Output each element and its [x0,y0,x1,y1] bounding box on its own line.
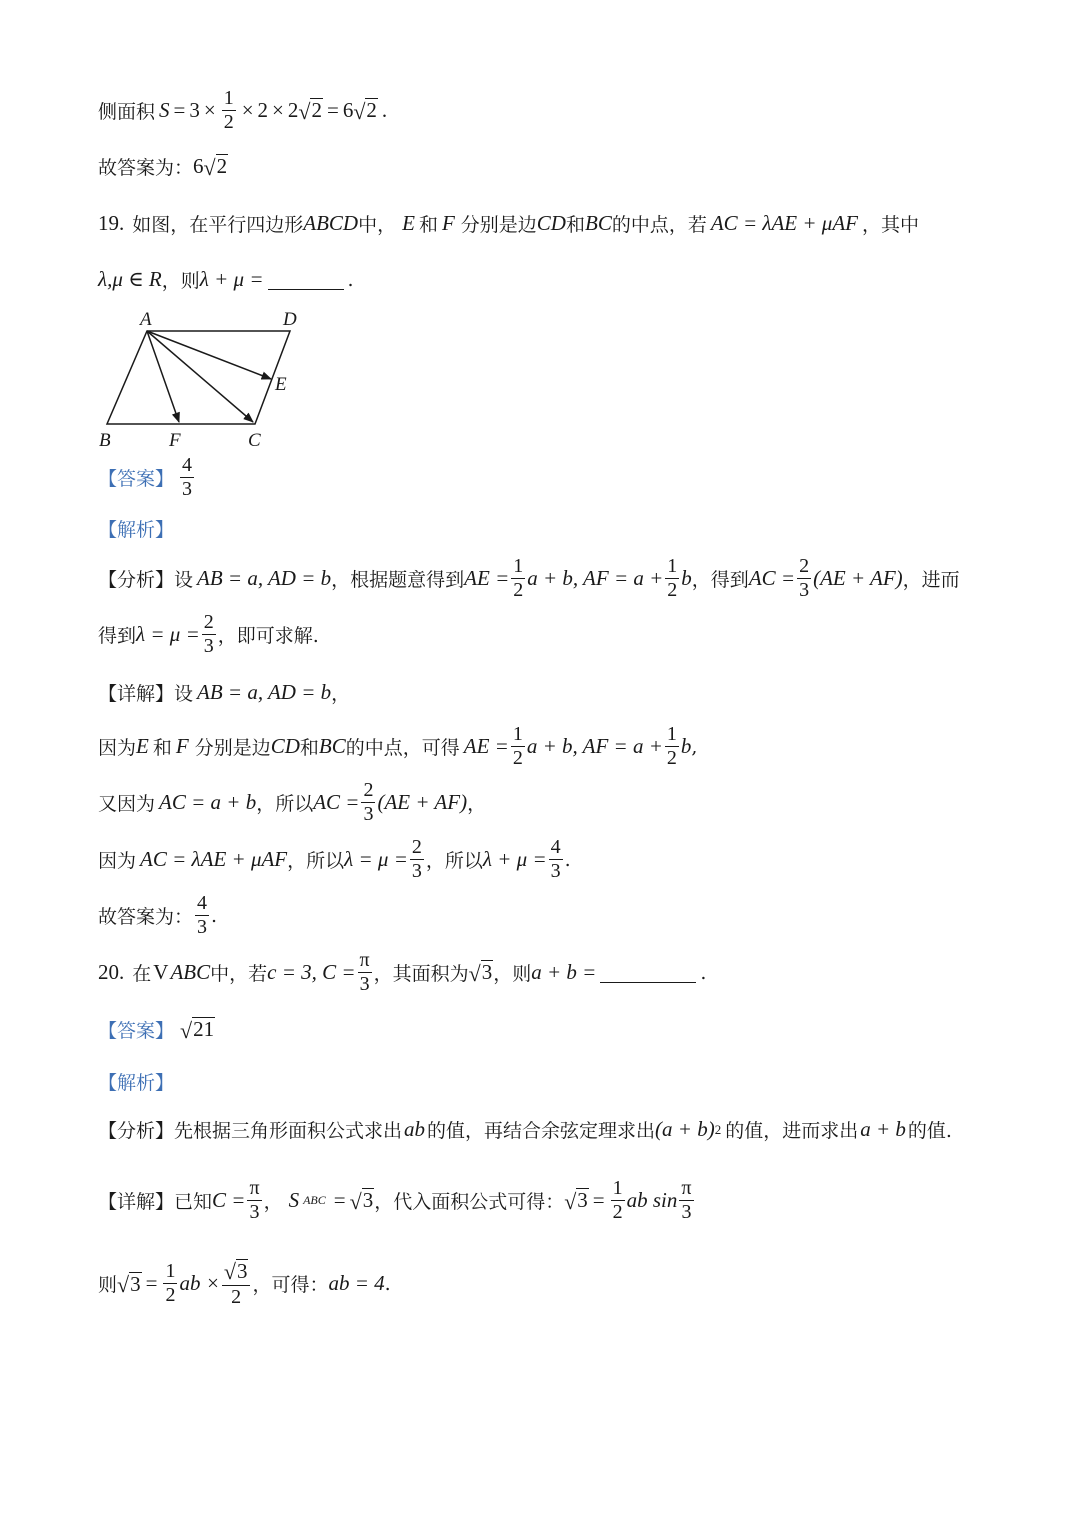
fraction: √ 3 2 [222,1259,251,1308]
fraction: $\frac{2}{3}$ [799,555,810,601]
label-a: A [140,309,152,330]
label-c: C [248,430,261,451]
square-root: √ 2 [298,98,322,124]
parallelogram-abcd [107,331,290,424]
q19-analysis-tag-line [98,515,174,542]
fraction: $\frac{1}{2}$ [667,555,678,601]
fraction: $\frac{1}{2}$ [612,1177,623,1223]
square-root: √ 3 [564,1188,588,1214]
fraction: $\frac{1}{2}$ [513,555,524,601]
label-b: B [99,430,111,451]
lateral-area-line: 侧面积 S = 3 × $\frac{1}{2}$ × 2 × 2 √ 2 = 6 √ 2 . [98,87,388,133]
answer-tag: 【答案】 [98,468,175,490]
square-root: √ 3 [349,1188,374,1214]
q19-stem-line2: λ,μ ∈ R ，则 λ + μ = . [98,267,354,292]
q19-xiangjie-line3: 又因为 AC = a + b ，所以 AC = $\frac{2}{3}$ (AE + AF) ， [98,779,487,825]
q20-xiangjie-line2: 则 √ 3 = $\frac{1}{2}$ ab × √ 3 2 ，可得： ab = 4 . [98,1259,391,1309]
fraction: $\frac{4}{3}$ [182,454,193,500]
label-d: D [283,309,297,330]
answer-blank [268,269,344,290]
analysis-tag: 【解析】 [98,519,175,541]
square-root: √ 2 [353,98,377,124]
q20-fenxi-line: 【分析】 先根据三角形面积公式求出 ab 的值，再结合余弦定理求出 (a + b) 2 的值，进而求出 a + b 的值. [98,1117,952,1142]
fraction: $\frac{2}{3}$ [203,611,214,657]
fraction: $\frac{2}{3}$ [411,836,422,882]
fraction: $\frac{\pi}{3}$ [681,1177,692,1223]
square-root: √ 3 [117,1271,141,1297]
q19-xiangjie-line2: 因为 E 和 F 分别是边 CD 和 BC 的中点，可得 AE = $\frac{1}{2}$ a + b, AF = a + $\frac{1}{2}$ b , [98,723,698,769]
q19-answer-line [98,455,196,500]
q20-analysis-tag-line [98,1068,174,1095]
label-f: F [169,430,181,451]
square-root: √ 3 [468,960,493,986]
fraction: $\frac{1}{2}$ [165,1260,176,1307]
parallelogram-figure [95,305,335,455]
q19-xiangjie-line4: 因为 AC = λAE + μAF ，所以 λ = μ = $\frac{2}{3}$ ，所以 λ + μ = $\frac{4}{3}$ . [98,836,571,882]
fraction: $\frac{\pi}{3}$ [359,949,370,995]
q19-fenxi-line2: 得到 λ = μ = $\frac{2}{3}$ ，即可求解. [98,611,319,657]
q20-stem-line: 20. 在 V ABC 中，若 c = 3, C = $\frac{\pi}{3}$ ，其面积为 √ 3 ，则 a + b = . [98,949,707,995]
q19-final-answer-line: 故答案为： $\frac{4}{3}$ . [98,892,218,938]
fraction: $\frac{4}{3}$ [197,892,208,938]
fraction: $\frac{1}{2}$ [512,723,523,769]
answer-tag: 【答案】 [98,1020,175,1042]
q19-xiangjie-line1: 【详解】 设 AB = a, AD = b ， [98,680,351,705]
analysis-tag: 【解析】 [98,1072,175,1094]
fraction: $\frac{2}{3}$ [363,779,374,825]
square-root: √ 3 [223,1259,248,1285]
q20-xiangjie-line1: 【详解】 已知 C = $\frac{\pi}{3}$ ， S ABC = √ 3 ，代入面积公式可得： √ 3 = $\frac{1}{2}$ ab sin $\frac{\pi}{3}$ [98,1177,692,1223]
fraction: $\frac{1}{2}$ [666,723,677,769]
label-e: E [275,374,287,395]
q20-answer-line [98,1016,215,1043]
fraction: $\frac{1}{2}$ [223,87,234,133]
square-root: √ 2 [203,154,228,180]
fraction: $\frac{4}{3}$ [550,836,561,882]
vector-ae [147,331,271,379]
prev-answer-line: 故答案为： 6 √ 2 [98,154,228,180]
q19-stem-line1: 19. 如图，在平行四边形 ABCD 中， E 和 F 分别是边 CD 和 BC 的中点，若 AC = λAE + μAF ，其中 [98,211,919,236]
answer-blank [600,962,696,983]
q19-fenxi-line1: 【分析】 设 AB = a, AD = b ，根据题意得到 AE = $\frac{1}{2}$ a + b, AF = a + $\frac{1}{2}$ b ，得到 AC = $\frac{2}{3}$ (AE + AF) ，进而 [98,555,960,601]
fraction: $\frac{\pi}{3}$ [249,1177,260,1223]
square-root: √ 21 [180,1017,215,1043]
